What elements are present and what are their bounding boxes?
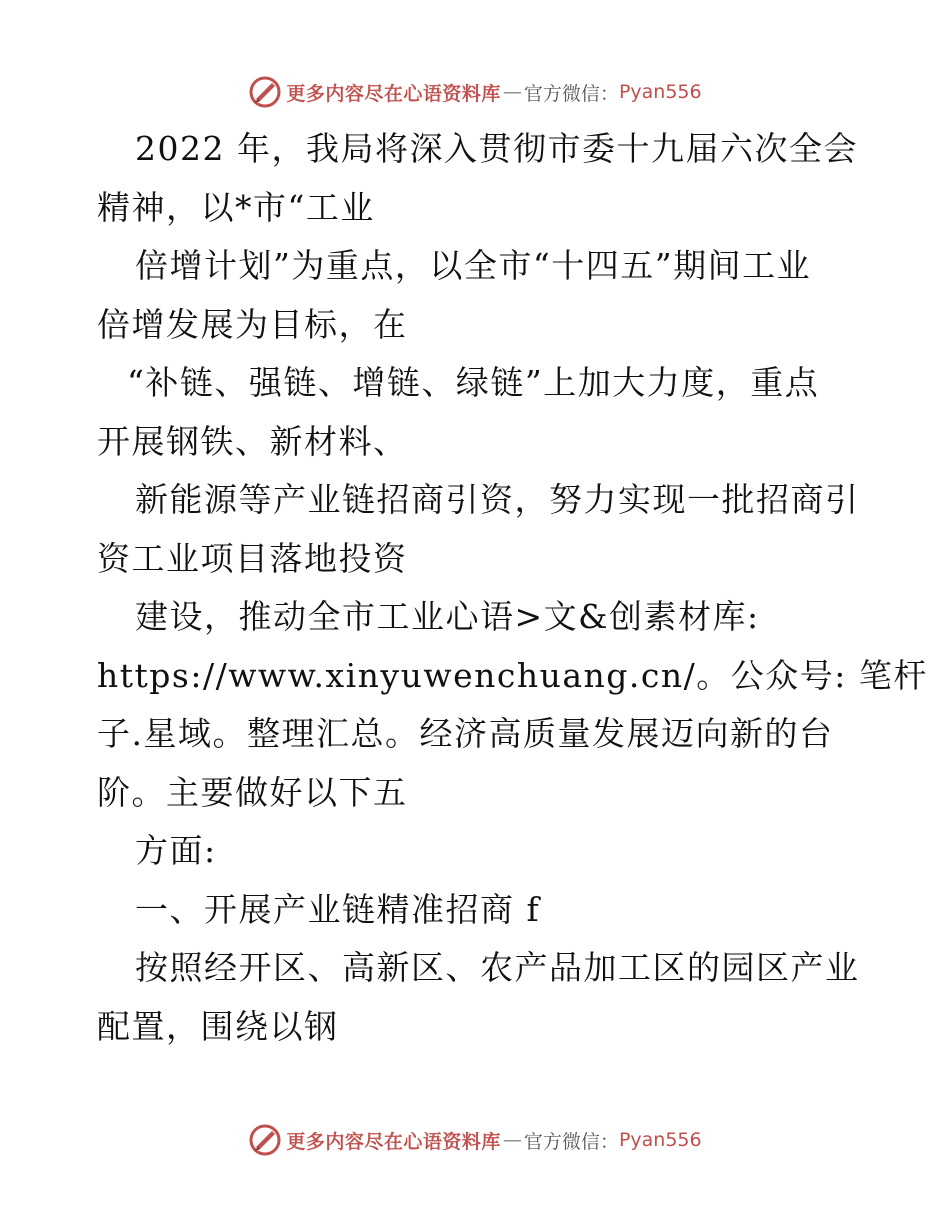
text-line: 方面: — [135, 831, 217, 870]
watermark-dash: — — [502, 81, 522, 103]
footer-watermark — [0, 1120, 950, 1160]
text-line: 配置，围绕以钢 — [97, 1006, 339, 1046]
text-line: 2022 年，我局将深入贯彻市委十九届六次全会 — [135, 129, 858, 168]
text-line: 资工业项目落地投资 — [97, 538, 408, 578]
watermark-text: 更多内容尽在心语资料库 — [286, 1130, 501, 1153]
text-line: https://www.xinyuwenchuang.cn/。公众号: 笔杆 — [97, 655, 928, 695]
watermark-wechat-label: 官方微信： — [523, 1130, 619, 1153]
watermark-text: 更多内容尽在心语资料库 — [286, 82, 501, 105]
header-watermark — [0, 72, 950, 112]
section-heading: 一、开展产业链精准招商 f — [135, 889, 541, 929]
watermark-wechat-id: Pyan556 — [618, 81, 702, 103]
text-line: 建设，推动全市工业心语>文&创素材库: — [135, 597, 760, 636]
text-line: “补链、强链、增链、绿链”上加大力度，重点 — [127, 363, 820, 402]
text-line: 按照经开区、高新区、农产品加工区的园区产业 — [135, 948, 860, 987]
watermark-dash: — — [502, 1129, 522, 1151]
brush-logo-icon — [248, 75, 282, 109]
document-body — [97, 120, 928, 1056]
brush-logo-icon — [248, 1123, 282, 1157]
text-line: 倍增计划”为重点，以全市“十四五”期间工业 — [135, 246, 812, 285]
text-line: 开展钢铁、新材料、 — [97, 421, 408, 461]
text-line: 阶。主要做好以下五 — [97, 772, 408, 812]
text-line: 子.星域。整理汇总。经济高质量发展迈向新的台 — [97, 714, 834, 753]
text-line: 倍增发展为目标，在 — [97, 304, 408, 344]
watermark-wechat-id: Pyan556 — [618, 1129, 702, 1151]
text-line: 精神，以*市“工业 — [97, 187, 375, 227]
text-line: 新能源等产业链招商引资，努力实现一批招商引 — [135, 480, 860, 519]
watermark-wechat-label: 官方微信： — [523, 82, 619, 105]
